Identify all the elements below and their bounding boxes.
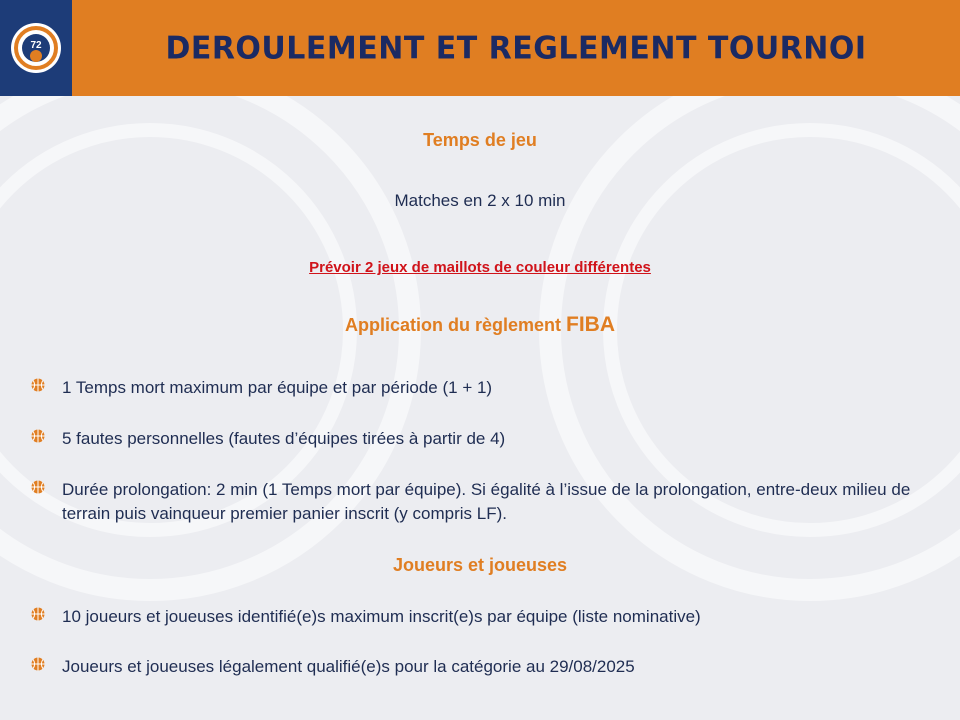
logo-panel (0, 0, 72, 96)
fiba-label: FIBA (566, 313, 616, 336)
rule-eligibility: Joueurs et joueuses légalement qualifié(e)s pour la catégorie au 29/08/2025 (62, 657, 635, 676)
basketball-icon (30, 606, 46, 622)
basketball-icon (30, 428, 46, 444)
basketball-icon (30, 377, 46, 393)
list-item (30, 605, 940, 629)
page-title: DEROULEMENT ET REGLEMENT TOURNOI (165, 29, 867, 67)
rule-timeout: 1 Temps mort maximum par équipe et par période (1 + 1) (62, 378, 493, 397)
rule-fouls: 5 fautes personnelles (fautes d’équipes tirées à partir de 4) (62, 429, 506, 448)
basketball-icon (30, 479, 46, 495)
rule-overtime: Durée prolongation: 2 min (1 Temps mort par équipe). Si égalité à l’issue de la prolongation, entre-deux milieu de terrain puis vainqueur premier panier inscrit (y compris LF). (62, 480, 911, 523)
heading-game-time: Temps de jeu (423, 130, 537, 150)
matches-duration: Matches en 2 x 10 min (394, 191, 566, 210)
jersey-warning: Prévoir 2 jeux de maillots de couleur différentes (309, 259, 651, 276)
header-bar (0, 0, 960, 96)
rule-roster-size: 10 joueurs et joueuses identifié(e)s maximum inscrit(e)s par équipe (liste nominative) (62, 607, 701, 626)
heading-fiba-prefix: Application du règlement (344, 315, 567, 335)
logo-number: 72 (30, 40, 42, 51)
basket-sarthe-logo-icon (10, 22, 62, 74)
list-item (30, 427, 940, 451)
list-item (30, 655, 940, 679)
list-item (30, 478, 940, 526)
heading-players: Joueurs et joueuses (392, 555, 568, 575)
list-item (30, 376, 940, 400)
basketball-icon (30, 656, 46, 672)
heading-fiba-rules (0, 313, 960, 337)
